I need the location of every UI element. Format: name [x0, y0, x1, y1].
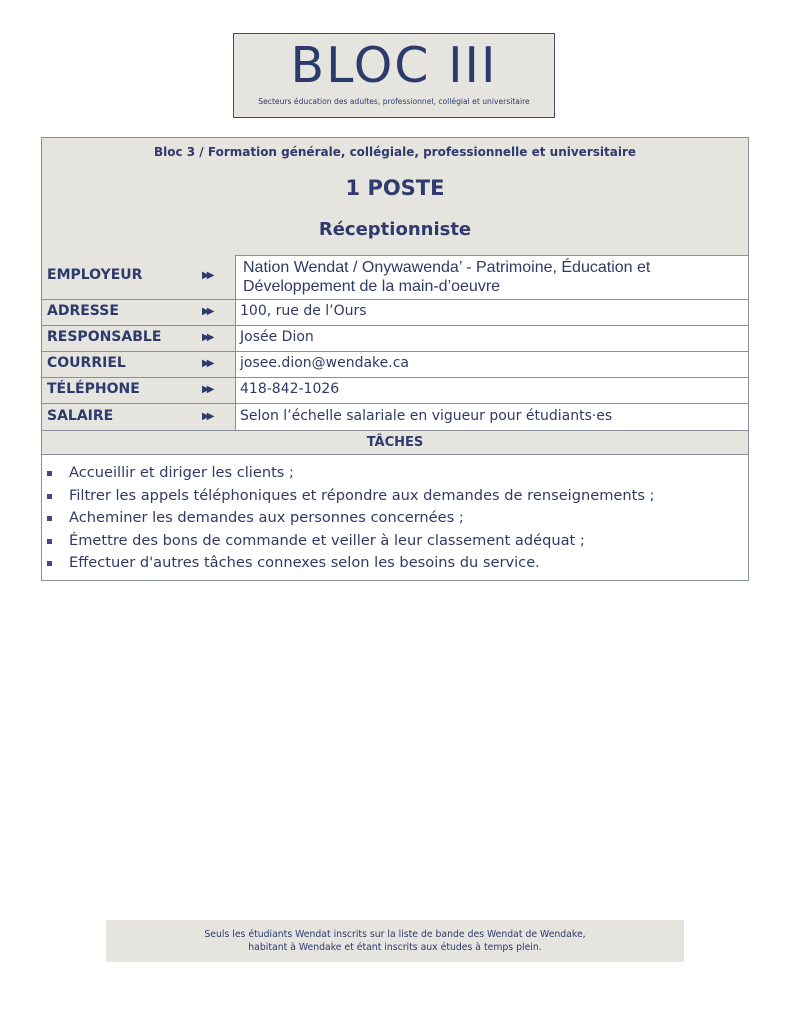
row-label: COURRIEL [47, 355, 126, 371]
list-item: Accueillir et diriger les clients ; [42, 462, 748, 485]
row-salaire [42, 404, 748, 431]
row-value: Josée Dion [240, 329, 314, 345]
email-value[interactable]: josee.dion@wendake.ca [240, 355, 409, 371]
posting-role: Réceptionniste [318, 219, 472, 240]
job-posting-card [41, 137, 749, 581]
fast-forward-icon: ▶▶ [202, 332, 212, 343]
bullet-icon [47, 539, 52, 544]
posting-count: 1 POSTE [345, 176, 445, 200]
list-item: Filtrer les appels téléphoniques et répondre aux demandes de renseignements ; [42, 485, 748, 508]
footer-line-1: Seuls les étudiants Wendat inscrits sur la liste de bande des Wendat de Wendake, [204, 929, 586, 940]
row-adresse [42, 300, 748, 326]
row-label: ADRESSE [47, 303, 119, 319]
fast-forward-icon: ▶▶ [202, 384, 212, 395]
list-item: Effectuer d'autres tâches connexes selon les besoins du service. [42, 552, 748, 575]
footer-line-2: habitant à Wendake et étant inscrits aux études à temps plein. [248, 942, 542, 953]
tasks-list [42, 462, 748, 575]
logo-subtitle: Secteurs éducation des adultes, professionnel, collégial et universitaire [258, 97, 530, 106]
bullet-icon [47, 561, 52, 566]
fast-forward-icon: ▶▶ [202, 270, 212, 281]
row-courriel [42, 352, 748, 378]
eligibility-footer [106, 920, 684, 962]
list-item: Émettre des bons de commande et veiller à leur classement adéquat ; [42, 530, 748, 553]
row-value: 418-842-1026 [240, 381, 340, 397]
tasks-title: TÂCHES [42, 431, 748, 455]
bloc-logo [233, 33, 555, 118]
row-label: EMPLOYEUR [47, 267, 143, 283]
bullet-icon [47, 471, 52, 476]
bullet-icon [47, 516, 52, 521]
logo-title: BLOC III [290, 37, 498, 94]
row-label: RESPONSABLE [47, 329, 162, 345]
row-employeur [42, 255, 748, 300]
row-telephone [42, 378, 748, 404]
row-label: TÉLÉPHONE [47, 381, 140, 397]
employer-line-1: Nation Wendat / Onywawenda’ - Patrimoine, Éducation et [243, 259, 651, 276]
fast-forward-icon: ▶▶ [202, 358, 212, 369]
fast-forward-icon: ▶▶ [202, 411, 212, 422]
row-label: SALAIRE [47, 408, 114, 424]
posting-header [42, 138, 748, 256]
employer-line-2: Développement de la main-d’oeuvre [243, 278, 501, 295]
bullet-icon [47, 494, 52, 499]
posting-category: Bloc 3 / Formation générale, collégiale, professionnelle et universitaire [153, 145, 636, 159]
list-item: Acheminer les demandes aux personnes concernées ; [42, 507, 748, 530]
row-responsable [42, 326, 748, 352]
fast-forward-icon: ▶▶ [202, 306, 212, 317]
row-value: Selon l’échelle salariale en vigueur pour étudiants·es [240, 408, 613, 424]
row-value: 100, rue de l’Ours [240, 303, 367, 319]
row-value [243, 258, 650, 296]
